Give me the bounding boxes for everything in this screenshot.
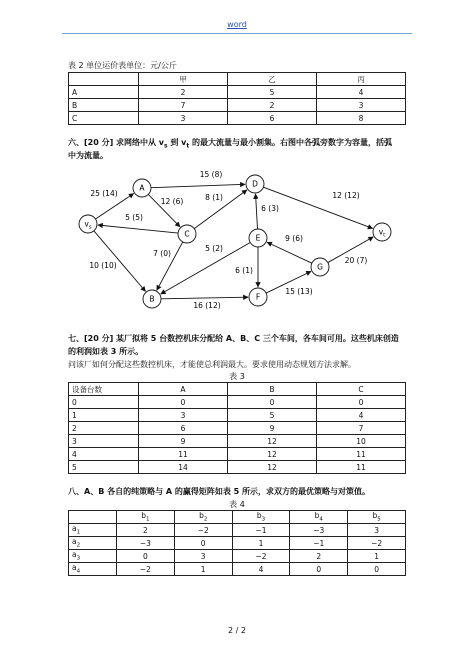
node-G xyxy=(311,258,329,276)
table3-cell: 1 xyxy=(69,409,139,422)
node-E xyxy=(249,229,267,247)
table4-cell: 2 xyxy=(117,524,175,537)
q7-title-line1: 七、[20 分] 某厂拟将 5 台数控机床分配给 A、B、C 三个车间，各车间可用。这些机床创造 xyxy=(68,334,399,343)
table4-cell: −2 xyxy=(117,563,175,576)
table4-row-label: $a_1$ xyxy=(69,524,117,537)
table4-header-cell: $b_1$ xyxy=(117,511,175,524)
table2-row xyxy=(69,99,406,112)
node-label-B: B xyxy=(149,294,155,304)
table4-header-cell: $b_5$ xyxy=(348,511,406,524)
table2-cell: 7 xyxy=(139,99,228,112)
page-number: 2 / 2 xyxy=(228,626,246,635)
table2-header-cell: 丙 xyxy=(317,73,406,86)
table4-cell: −2 xyxy=(232,550,290,563)
table2-cell: B xyxy=(69,99,139,112)
edge-E-D xyxy=(256,194,258,229)
table3-cell: 0 xyxy=(139,396,228,409)
table4-cell: −2 xyxy=(348,537,406,550)
table4-cell: −1 xyxy=(232,524,290,537)
node-B xyxy=(143,290,161,308)
table3-cell: 6 xyxy=(139,422,228,435)
table3-header-cell: C xyxy=(317,383,406,396)
table3-cell: 0 xyxy=(317,396,406,409)
table3-cell: 14 xyxy=(139,461,228,474)
table4-cell: −2 xyxy=(174,524,232,537)
node-label-G: G xyxy=(317,262,323,272)
table3-cell: 11 xyxy=(317,461,406,474)
edge-G-E xyxy=(267,242,312,263)
node-label-vs: $v_s$ xyxy=(84,219,92,231)
node-C xyxy=(178,225,196,243)
edge-label-G-E: 9 (6) xyxy=(285,234,303,243)
table3-cell: 12 xyxy=(228,448,317,461)
table3-cell: 10 xyxy=(317,435,406,448)
table3-row xyxy=(69,461,406,474)
table2-cell: 2 xyxy=(228,99,317,112)
page-header-title: word xyxy=(227,20,247,29)
table3-row xyxy=(69,409,406,422)
table4-cell: 0 xyxy=(174,537,232,550)
edge-label-E-F: 6 (1) xyxy=(235,266,253,275)
edge-label-B-F: 16 (12) xyxy=(193,301,221,310)
table4-corner-cell xyxy=(69,511,117,524)
table3-cell: 9 xyxy=(139,435,228,448)
q7-title-line2: 的利润如表 3 所示。 xyxy=(68,347,144,356)
table2-cell: 3 xyxy=(139,112,228,125)
table2-cell: 2 xyxy=(139,86,228,99)
table4-row xyxy=(69,563,406,576)
table3-header-row xyxy=(69,383,406,396)
table4-header-cell: $b_3$ xyxy=(232,511,290,524)
table3-cell: 9 xyxy=(228,422,317,435)
table4-row xyxy=(69,524,406,537)
table3-caption: 表 3 xyxy=(229,372,245,381)
table2-row xyxy=(69,86,406,99)
table2-cell: 4 xyxy=(317,86,406,99)
edge-label-D-vt: 12 (12) xyxy=(332,191,360,200)
table4-header-cell: $b_2$ xyxy=(174,511,232,524)
table3-cell: 0 xyxy=(228,396,317,409)
table3-row xyxy=(69,448,406,461)
table2-cell: 8 xyxy=(317,112,406,125)
q6-text-line1: 六、[20 分] 求网络中从 $v_s$ 到 $v_t$ 的最大流量与最小割集。右图中各弧旁数字为容量，括弧 xyxy=(68,138,393,150)
edge-label-E-B: 5 (2) xyxy=(205,244,223,253)
edge-A-D xyxy=(151,184,245,187)
edge-label-C-B: 7 (0) xyxy=(153,249,171,258)
table3 xyxy=(68,382,406,474)
table3-cell: 2 xyxy=(69,422,139,435)
table4-cell: −1 xyxy=(290,537,348,550)
table4-row-label: $a_3$ xyxy=(69,550,117,563)
edge-label-vs-B: 10 (10) xyxy=(89,261,117,270)
table2-cell: 5 xyxy=(228,86,317,99)
edge-label-A-D: 15 (8) xyxy=(199,170,223,179)
table4-header-cell: $b_4$ xyxy=(290,511,348,524)
table3-header-cell: 设备台数 xyxy=(69,383,139,396)
table4-row xyxy=(69,550,406,563)
node-label-D: D xyxy=(252,179,258,189)
table3-header-cell: B xyxy=(228,383,317,396)
table4-cell: 3 xyxy=(174,550,232,563)
q8-title: 八、A、B 各自的纯策略与 A 的赢得矩阵如表 5 所示，求双方的最优策略与对策值。 xyxy=(68,487,370,496)
q6-text-line2: 中为流量。 xyxy=(68,151,108,160)
table4 xyxy=(68,510,406,576)
table3-cell: 3 xyxy=(139,409,228,422)
table3-cell: 12 xyxy=(228,435,317,448)
table4-header-row xyxy=(69,511,406,524)
table3-row xyxy=(69,396,406,409)
node-label-C: C xyxy=(184,229,190,239)
header-divider xyxy=(62,33,412,34)
table3-row xyxy=(69,422,406,435)
edge-label-vs-A: 25 (14) xyxy=(90,189,118,198)
table3-cell: 4 xyxy=(69,448,139,461)
table4-cell: −3 xyxy=(117,537,175,550)
table4-cell: −3 xyxy=(290,524,348,537)
table2-cell: A xyxy=(69,86,139,99)
edge-B-F xyxy=(161,297,248,299)
node-F xyxy=(249,288,267,306)
node-vs xyxy=(79,215,97,233)
q7-question: 问该厂如何分配这些数控机床，才能使总利润最大。要求使用动态规划方法求解。 xyxy=(68,360,356,369)
node-label-F: F xyxy=(255,292,261,302)
table4-cell: 1 xyxy=(232,537,290,550)
flow-network-diagram xyxy=(0,160,474,320)
edge-C-vs xyxy=(98,225,178,233)
table2-header-cell xyxy=(69,73,139,86)
edge-label-F-G: 15 (13) xyxy=(285,287,313,296)
table4-caption: 表 4 xyxy=(229,500,245,509)
table3-row xyxy=(69,435,406,448)
table3-cell: 7 xyxy=(317,422,406,435)
node-A xyxy=(133,179,151,197)
edge-label-C-D: 8 (1) xyxy=(205,193,223,202)
table2-row xyxy=(69,112,406,125)
node-label-E: E xyxy=(255,233,261,243)
table3-header-cell: A xyxy=(139,383,228,396)
table4-cell: 0 xyxy=(348,563,406,576)
node-label-A: A xyxy=(139,183,145,193)
edge-label-E-D: 6 (3) xyxy=(261,204,279,213)
table3-cell: 11 xyxy=(317,448,406,461)
node-label-vt: $v_t$ xyxy=(378,227,386,239)
table3-cell: 12 xyxy=(228,461,317,474)
table4-cell: 4 xyxy=(232,563,290,576)
table4-row xyxy=(69,537,406,550)
table2-header-cell: 甲 xyxy=(139,73,228,86)
table4-cell: 3 xyxy=(348,524,406,537)
table3-cell: 11 xyxy=(139,448,228,461)
table4-row-label: $a_2$ xyxy=(69,537,117,550)
table3-cell: 0 xyxy=(69,396,139,409)
table4-cell: 0 xyxy=(290,563,348,576)
table2-cell: 3 xyxy=(317,99,406,112)
table4-row-label: $a_4$ xyxy=(69,563,117,576)
table3-cell: 5 xyxy=(69,461,139,474)
node-D xyxy=(246,175,264,193)
table3-cell: 4 xyxy=(317,409,406,422)
table2-header-row xyxy=(69,73,406,86)
table2-cell: C xyxy=(69,112,139,125)
table2-cell: 6 xyxy=(228,112,317,125)
table4-cell: 2 xyxy=(290,550,348,563)
table4-cell: 1 xyxy=(174,563,232,576)
edge-label-G-vt: 20 (7) xyxy=(344,256,368,265)
table3-cell: 5 xyxy=(228,409,317,422)
table2-caption: 表 2 单位运价表单位：元/公斤 xyxy=(68,61,177,70)
table4-cell: 1 xyxy=(348,550,406,563)
table3-cell: 3 xyxy=(69,435,139,448)
edge-label-C-vs: 5 (5) xyxy=(125,213,143,222)
table4-cell: 0 xyxy=(117,550,175,563)
edge-label-A-C: 12 (6) xyxy=(160,197,184,206)
table2 xyxy=(68,72,406,125)
table2-header-cell: 乙 xyxy=(228,73,317,86)
node-vt xyxy=(373,223,391,241)
